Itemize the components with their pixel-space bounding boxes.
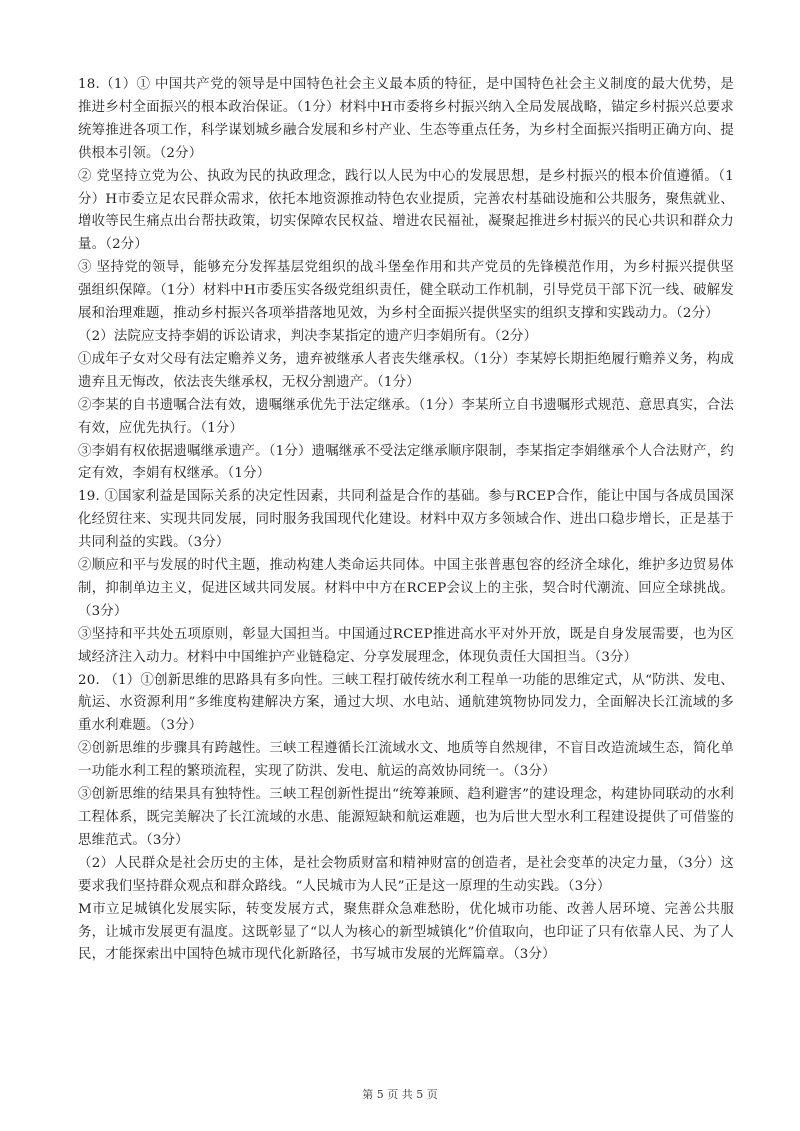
paragraph: ②顺应和平与发展的时代主题，推动构建人类命运共同体。中国主张普惠包容的经济全球化，维护多边贸易体制，抑制单边主义，促进区域共同发展。材料中中方在RCEP会议上的主张，契合时代潮流、回应全球挑战。（3分）: [78, 558, 734, 619]
page-footer: 第 5 页 共 5 页: [362, 1088, 438, 1101]
paragraph: ②李某的自书遗嘱合法有效，遗嘱继承优先于法定继承。（1分）李某所立自书遗嘱形式规范、意思真实，合法有效，应优先执行。（1分）: [78, 397, 734, 436]
answer-content: [78, 74, 734, 967]
paragraph: ③创新思维的结果具有独特性。三峡工程创新性提出“统筹兼顾、趋利避害”的建设理念，构建协同联动的水利工程体系，既完美解决了长江流域的水患、能源短缺和航运难题，也为后世大型水利工程建设提供了可借鉴的思维范式。（3分）: [78, 787, 734, 848]
paragraph: （2）法院应支持李娟的诉讼请求，判决李某指定的遗产归李娟所有。（2分）: [78, 328, 538, 344]
paragraph: 19. ①国家利益是国际关系的决定性因素，共同利益是合作的基础。参与RCEP合作，能让中国与各成员国深化经贸往来、实现共同发展，同时服务我国现代化建设。材料中双方多领域合作、进出口稳步增长，正是基于共同利益的实践。（3分）: [78, 489, 734, 551]
paragraph: ② 党坚持立党为公、执政为民的执政理念，践行以人民为中心的发展思想，是乡村振兴的根本价值遵循。（1分）H市委立足农民群众需求，依托本地资源推动特色农业提质，完善农村基础设施和公共服务，聚焦就业、增收等民生痛点出台帮扶政策，切实保障农民权益、增进农民福祉，凝聚起推进乡村振兴的民心共识和群众力量。（2分）: [78, 168, 734, 253]
paragraph: ①成年子女对父母有法定赡养义务，遗弃被继承人者丧失继承权。（1分）李某婷长期拒绝履行赡养义务，构成遗弃且无悔改，依法丧失继承权，无权分割遗产。（1分）: [78, 351, 734, 390]
paragraph: ②创新思维的步骤具有跨越性。三峡工程遵循长江流域水文、地质等自然规律，不盲目改造流域生态，简化单一功能水利工程的繁琐流程，实现了防洪、发电、航运的高效协同统一。（3分）: [78, 741, 734, 780]
paragraph: 20. （1）①创新思维的思路具有多向性。三峡工程打破传统水利工程单一功能的思维定式，从“防洪、发电、航运、水资源利用”多维度构建解决方案，通过大坝、水电站、通航建筑物协同发力，全面解决长江流域的多重水利难题。（3分）: [78, 672, 734, 734]
paragraph: M市立足城镇化发展实际，转变发展方式，聚焦群众急难愁盼，优化城市功能、改善人居环境、完善公共服务，让城市发展更有温度。这既彰显了“以人为核心的新型城镇化”价值取向，也印证了只有依靠人民、为了人民，才能探索出中国特色城市现代化新路径，书写城市发展的光辉篇章。（3分）: [78, 901, 734, 963]
paragraph: ③坚持和平共处五项原则，彰显大国担当。中国通过RCEP推进高水平对外开放，既是自身发展需要，也为区域经济注入动力。材料中中国维护产业链稳定、分享发展理念，体现负责任大国担当。（3分）: [78, 626, 734, 665]
paragraph: ③ 坚持党的领导，能够充分发挥基层党组织的战斗堡垒作用和共产党员的先锋模范作用，为乡村振兴提供坚强组织保障。（1分）材料中H市委压实各级党组织责任，健全联动工作机制，引导党员干部下沉一线、破解发展和治理难题，推动乡村振兴各项举措落地见效，为乡村全面振兴提供坚实的组织支撑和实践动力。（2分）: [78, 260, 734, 322]
paragraph: （2）人民群众是社会历史的主体，是社会物质财富和精神财富的创造者，是社会变革的决定力量，（3分）这要求我们坚持群众观点和群众路线。“人民城市为人民”正是这一原理的生动实践。（3分）: [78, 855, 734, 894]
paragraph: ③李娟有权依据遗嘱继承遗产。（1分）遗嘱继承不受法定继承顺序限制，李某指定李娟继承个人合法财产，约定有效，李娟有权继承。（1分）: [78, 443, 734, 482]
paragraph: 18.（1）① 中国共产党的领导是中国特色社会主义最本质的特征，是中国特色社会主义制度的最大优势，是推进乡村全面振兴的根本政治保证。（1分）材料中H市委将乡村振兴纳入全局发展战略，锚定乡村振兴总要求统筹推进各项工作，科学谋划城乡融合发展和乡村产业、生态等重点任务，为乡村全面振兴指明正确方向、提供根本引领。（2分）: [78, 77, 734, 161]
